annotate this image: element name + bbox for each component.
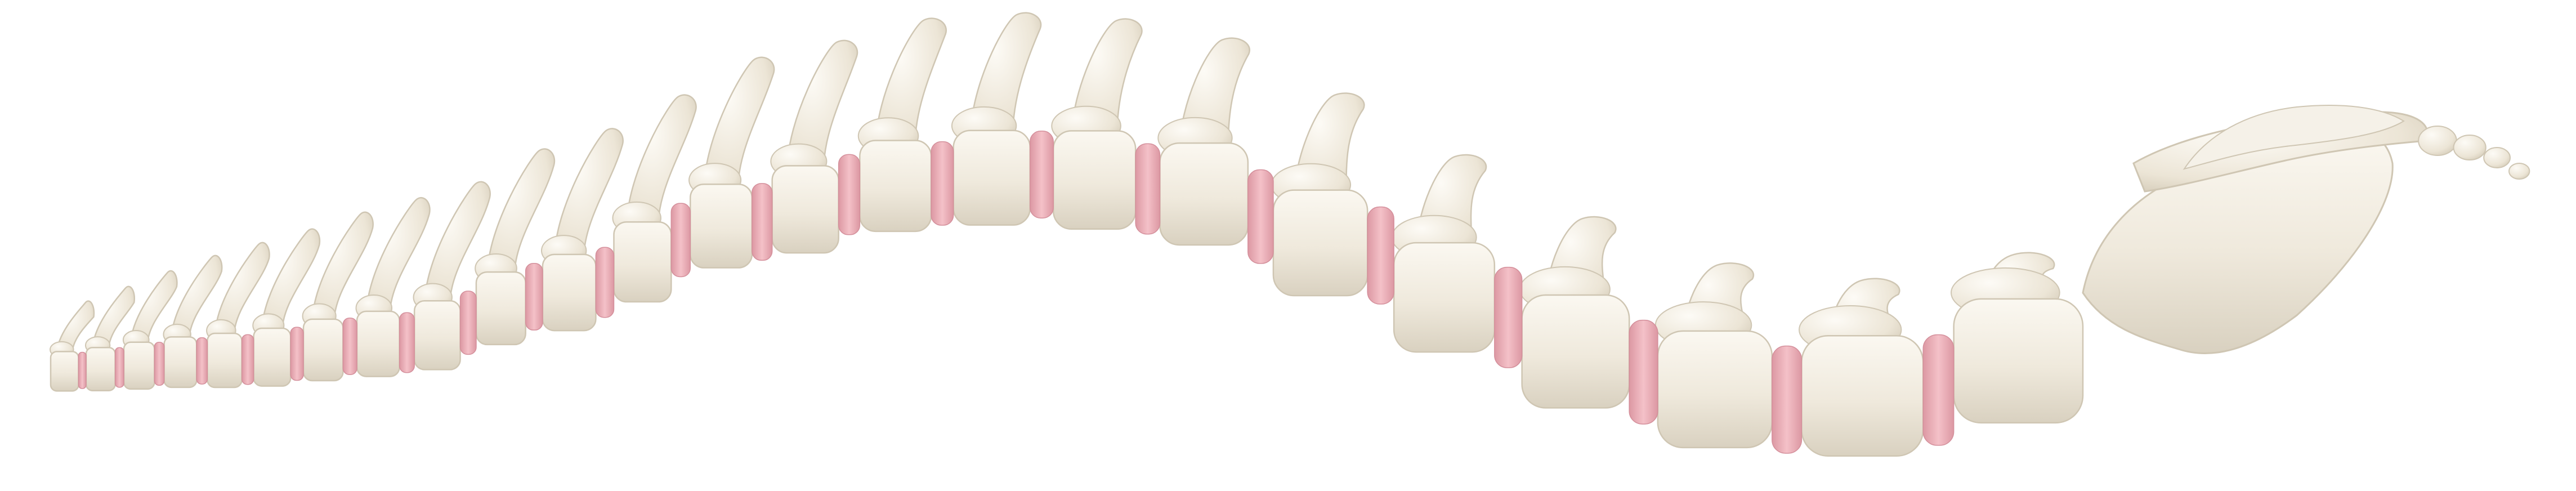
- intervertebral-disc: [596, 247, 614, 317]
- intervertebral-disc: [1135, 144, 1160, 234]
- coccyx-segment: [2484, 148, 2510, 168]
- intervertebral-disc: [1495, 267, 1522, 368]
- vertebral-body: [614, 222, 671, 302]
- intervertebral-disc: [931, 142, 953, 225]
- vertebral-body: [86, 347, 115, 391]
- intervertebral-disc: [154, 342, 164, 385]
- vertebral-body: [860, 141, 931, 231]
- vertebral-body: [1954, 299, 2083, 423]
- vertebral-body: [164, 337, 197, 387]
- vertebral-body: [414, 301, 460, 369]
- intervertebral-disc: [460, 291, 476, 354]
- vertebral-body: [1394, 243, 1495, 352]
- intervertebral-disc: [343, 318, 357, 374]
- intervertebral-disc: [752, 184, 772, 260]
- vertebral-body: [772, 166, 839, 253]
- coccyx: [2418, 126, 2529, 179]
- vertebral-body: [543, 255, 596, 331]
- intervertebral-disc: [1030, 131, 1053, 218]
- vertebral-body: [303, 319, 343, 381]
- coccyx-segment: [2509, 163, 2529, 179]
- vertebral-body: [954, 131, 1030, 225]
- intervertebral-disc: [1248, 169, 1273, 263]
- vertebral-body: [207, 333, 242, 387]
- sacrum-group: [2083, 105, 2529, 353]
- intervertebral-disc: [78, 352, 86, 389]
- vertebral-body: [1801, 336, 1923, 456]
- vertebral-body: [357, 311, 400, 377]
- intervertebral-disc: [1772, 346, 1802, 453]
- intervertebral-disc: [196, 338, 207, 384]
- coccyx-segment: [2418, 126, 2457, 155]
- vertebral-body: [1658, 331, 1772, 448]
- intervertebral-disc: [290, 327, 303, 380]
- vertebral-body: [476, 272, 526, 345]
- vertebral-body: [1273, 190, 1367, 296]
- intervertebral-disc: [115, 347, 124, 387]
- coccyx-segment: [2454, 135, 2486, 160]
- intervertebral-disc: [242, 334, 254, 384]
- vertebral-body: [254, 328, 291, 386]
- vertebral-body: [1160, 143, 1247, 245]
- intervertebral-disc: [526, 264, 543, 330]
- vertebral-body: [51, 351, 78, 391]
- intervertebral-disc: [671, 203, 690, 276]
- intervertebral-disc: [1367, 207, 1394, 304]
- intervertebral-disc: [1923, 335, 1953, 445]
- vertebral-body: [124, 342, 154, 389]
- intervertebral-disc: [839, 154, 860, 234]
- vertebral-body: [1053, 131, 1135, 229]
- vertebral-body: [690, 184, 752, 267]
- intervertebral-disc: [400, 313, 414, 372]
- vertebral-body: [1522, 295, 1630, 408]
- intervertebral-disc: [1629, 320, 1658, 424]
